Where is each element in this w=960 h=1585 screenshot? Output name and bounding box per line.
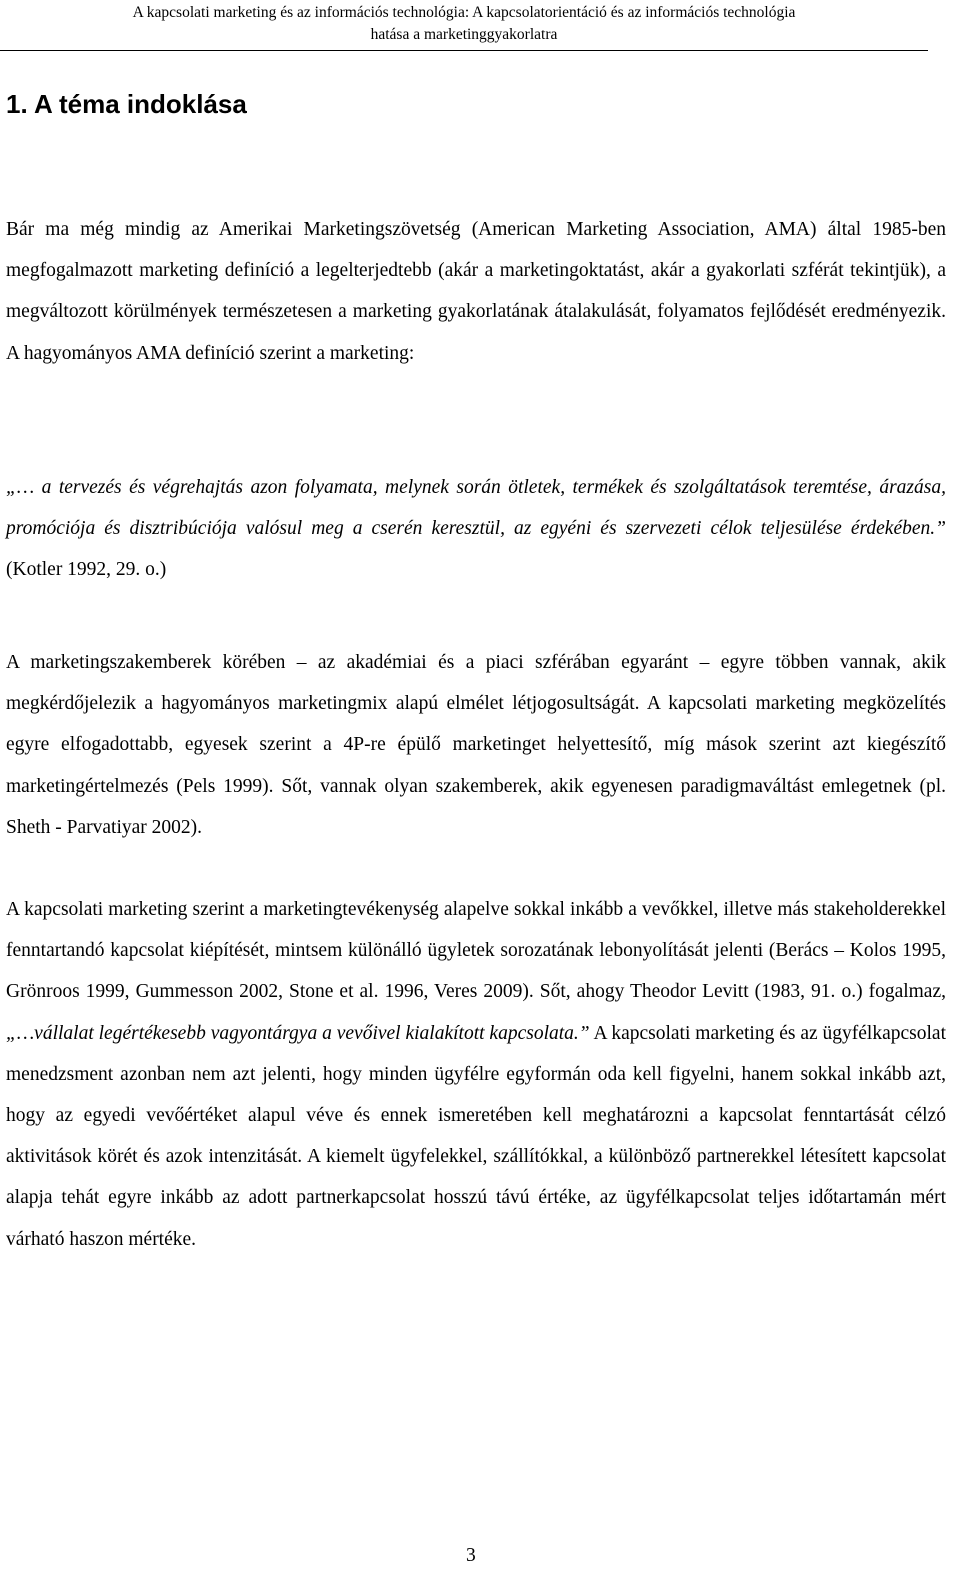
- paragraph-critique-text: A marketingszakemberek körében – az akadémiai és a piaci szférában egyaránt – egyre többen vannak, akik megkérdőjelezik a hagyományos marketingmix alapú elmélet létjogosultságát. A kapcsolati marketing megközelítés egyre elfogadottabb, egyesek szerint a 4P-re épülő marketinget helyettesítő, míg mások szerint azt kiegészítő marketingértelmezés (Pels 1999). Sőt, vannak olyan szakemberek, akik egyenesen paradigmaváltást emlegetnek (pl. Sheth - Parvatiyar 2002).: [6, 652, 946, 838]
- relationship-text-start: A kapcsolati marketing szerint a marketingtevékenység alapelve sokkal inkább a vevőkkel, illetve más stakeholderekkel fenntartandó kapcsolat kiépítését, mintsem különálló ügyletek sorozatának lebonyolítását jelenti (Berács – Kolos 1995, Grönroos 1999, Gummesson 2002, Stone et al. 1996, Veres 2009). Sőt, ahogy Theodor Levitt (1983, 91. o.) fogalmaz,: [6, 899, 946, 1003]
- running-header-line-2: hatása a marketinggyakorlatra: [370, 26, 558, 43]
- paragraph-relationship-marketing-text: [6, 889, 946, 1260]
- paragraph-intro: [6, 209, 946, 374]
- definition-citation: (Kotler 1992, 29. o.): [6, 559, 167, 581]
- paragraph-definition-text: [6, 467, 946, 591]
- paragraph-relationship-marketing: [6, 889, 946, 1260]
- paragraph-intro-text: Bár ma még mindig az Amerikai Marketingszövetség (American Marketing Association, AMA) által 1985-ben megfogalmazott marketing definíció a legelterjedtebb (akár a marketingoktatást, akár a gyakorlati szférát tekintjük), a megváltozott körülmények természetesen a marketing gyakorlatának átalakulását, folyamatos fejlődését eredményezik. A hagyományos AMA definíció szerint a marketing:: [6, 219, 946, 364]
- running-header: [0, 2, 928, 51]
- relationship-text-end: A kapcsolati marketing és az ügyfélkapcsolat menedzsment azonban nem azt jelenti, hogy minden ügyfélre egyformán oda kell figyelni, hanem sokkal inkább azt, hogy az egyedi vevőértéket alapul véve és ennek ismeretében kell meghatározni a kapcsolat fenntartását célzó aktivitások körét és azok intenzitását. A kiemelt ügyfelekkel, szállítókkal, a különböző partnerekkel létesített kapcsolat alapja tehát egyre inkább az adott partnerkapcsolat hosszú távú értéke, az ügyfélkapcsolat teljes időtartamán mért várható haszon mértéke.: [6, 1022, 946, 1250]
- page-number: 3: [466, 1545, 476, 1566]
- levitt-quote: „…vállalat legértékesebb vagyontárgya a vevőivel kialakított kapcsolata.”: [6, 1022, 590, 1044]
- definition-quote: „… a tervezés és végrehajtás azon folyamata, melynek során ötletek, termékek és szolgáltatások teremtése, árazása, promóciója és disztribúciója valósul meg a cserén keresztül, az egyéni és szervezeti célok teljesülése érdekében.”: [6, 477, 946, 540]
- section-title: 1. A téma indoklása: [6, 89, 247, 119]
- running-header-line-1: A kapcsolati marketing és az információs technológia: A kapcsolatorientáció és az információs technológia: [132, 4, 796, 21]
- paragraph-definition: [6, 467, 946, 591]
- paragraph-critique: [6, 642, 946, 848]
